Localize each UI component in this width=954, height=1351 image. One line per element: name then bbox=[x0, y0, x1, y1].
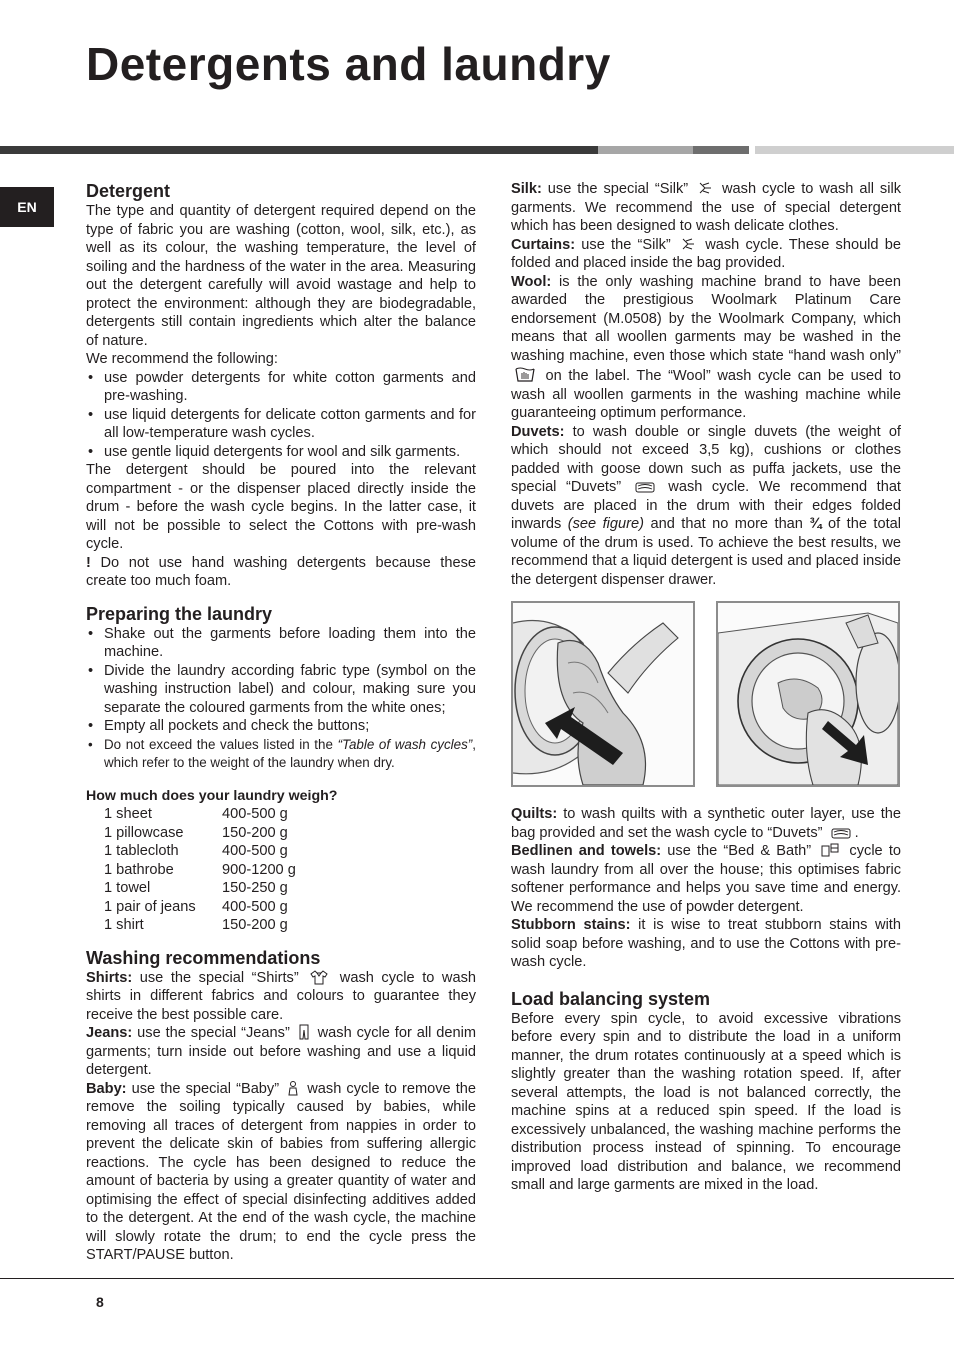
table-row: 1 tablecloth 400-500 g bbox=[104, 843, 288, 859]
warning-mark: ! bbox=[86, 554, 91, 571]
duvet-loading-illustration bbox=[513, 603, 693, 785]
stains-paragraph: Stubborn stains: it is wise to treat stubborn stains with solid soap before washing, and to use the Cottons with pre-wash cycle. bbox=[511, 917, 901, 970]
table-row: 1 pillowcase 150-200 g bbox=[104, 824, 288, 841]
load-balancing-text: Before every spin cycle, to avoid excessive vibrations before every spin and to distribute the load in a uniform manner, the drum rotates continuously at a speed which is slightly greater than the washing rotation speed. If, after several attempts, the load is not balanced correctly, the machine spins at a reduced spin speed. If the load is excessively unbalanced, the washing machine performs the distribution process instead of spinning. To encourage improved load distribution and balance, we recommend small and large garments are mixed in the load. bbox=[511, 1010, 901, 1193]
detergent-warning: ! Do not use hand washing detergents because these create too much foam. bbox=[86, 554, 476, 589]
preparing-heading: Preparing the laundry bbox=[86, 603, 273, 624]
list-item: • Do not exceed the values listed in the “Table of wash cycles”, which refer to the weight of the laundry when dry. bbox=[86, 736, 476, 773]
figure-group bbox=[511, 601, 901, 785]
jeans-icon bbox=[298, 1024, 310, 1040]
baby-icon bbox=[287, 1080, 299, 1096]
detergent-pour: The detergent should be poured into the relevant compartment - or the dispenser placed directly inside the drum - before the wash cycle begins. In the latter case, it will not be possible to select the Cottons with pre-wash cycle. bbox=[86, 462, 476, 552]
table-row: 1 pair of jeans 400-500 g bbox=[104, 898, 288, 915]
header-band-dark2 bbox=[693, 146, 749, 154]
page-number: 8 bbox=[96, 1294, 104, 1310]
list-item: • use gentle liquid detergents for wool and silk garments. bbox=[86, 443, 476, 462]
detergent-recommend: We recommend the following: bbox=[86, 351, 278, 367]
jeans-paragraph: Jeans: use the special “Jeans” wash cycle for all denim garments; turn inside out before washing and use a liquid detergent. bbox=[86, 1025, 476, 1078]
wool-paragraph: Wool: is the only washing machine brand to have been awarded the prestigious Woolmark Platinum Care endorsement (M.0508) by the Woolmark Company, which means that all woollen garments may be washed in the washing machine, even those which state “hand wash only” on the label. The “Wool” wash cycle can be used to wash all woollen garments in the washing machine while guaranteeing optimum performance. bbox=[511, 273, 901, 421]
duvet-icon bbox=[634, 480, 656, 494]
duvets-paragraph: Duvets: to wash double or single duvets (the weight of which should not exceed 3,5 kg), cushions or clothes padded with goose down such as puffa jackets, use the special “Duvets” wash cycle. We recommend that duvets are placed in the drum with their edges folded inwards (see figure) and that no more than ¾ of the total volume of the drum is used. To achieve the best results, we recommend that a liquid detergent is used and placed inside the detergent dispenser drawer. bbox=[511, 423, 902, 588]
header-band-dark bbox=[0, 146, 598, 154]
silk-icon bbox=[680, 236, 696, 252]
baby-paragraph: Baby: use the special “Baby” wash cycle to remove the remove the soiling typically caused by babies, while removing all traces of detergent from nappies in order to prevent the delicate skin of babies from suffering allergic reactions. The cycle has been designed to reduce the amount of bacteria by using a greater quantity of water and optimising the effect of special disinfecting additives added to the detergent. At the end of the wash cycle, the machine will slowly rotate the drum; to end the cycle press the START/PAUSE button. bbox=[86, 1080, 476, 1263]
language-tab: EN bbox=[0, 187, 54, 227]
list-item: • Empty all pockets and check the buttons; bbox=[86, 717, 476, 736]
duvet-drum-illustration bbox=[718, 603, 898, 785]
load-balancing-heading: Load balancing system bbox=[511, 988, 711, 1009]
quilts-paragraph: Quilts: to wash quilts with a synthetic outer layer, use the bag provided and set the wash cycle to “Duvets” . bbox=[511, 806, 901, 841]
hand-wash-icon bbox=[514, 365, 536, 383]
washing-heading: Washing recommendations bbox=[86, 947, 321, 968]
footer-rule bbox=[0, 1278, 954, 1279]
header-band-light bbox=[755, 146, 954, 154]
list-item: • Shake out the garments before loading them into the machine. bbox=[86, 625, 476, 662]
weight-table bbox=[104, 805, 296, 935]
duvet-icon bbox=[830, 826, 852, 840]
right-column bbox=[511, 180, 901, 1195]
detergent-heading: Detergent bbox=[86, 181, 171, 201]
list-item: • Divide the laundry according fabric type (symbol on the washing instruction label) and colour, making sure you separate the coloured garments from the white ones; bbox=[86, 662, 476, 718]
table-row: 1 sheet 400-500 g bbox=[104, 806, 288, 822]
silk-icon bbox=[697, 180, 713, 196]
table-row: 1 towel 150-250 g bbox=[104, 880, 288, 896]
left-column bbox=[86, 180, 476, 1265]
detergent-list bbox=[86, 369, 476, 462]
preparing-list bbox=[86, 625, 476, 773]
list-item: • use powder detergents for white cotton garments and pre-washing. bbox=[86, 369, 476, 406]
page-title: Detergents and laundry bbox=[86, 38, 611, 90]
duvet-loading-figure-1 bbox=[511, 601, 695, 787]
silk-paragraph: Silk: use the special “Silk” wash cycle to wash all silk garments. We recommend the use of special detergent which has been designed to wash delicate clothes. bbox=[511, 181, 901, 234]
table-row: 1 shirt 150-200 g bbox=[104, 917, 288, 933]
shirt-icon bbox=[309, 969, 329, 985]
header-band-mid bbox=[598, 146, 693, 154]
weight-table-heading: How much does your laundry weigh? bbox=[86, 787, 338, 804]
bedlinen-paragraph: Bedlinen and towels: use the “Bed & Bath” cycle to wash laundry from all over the house; this optimises fabric softener performance and helps you save time and energy. We recommend the use of powder detergent. bbox=[511, 843, 901, 915]
detergent-intro: The type and quantity of detergent required depend on the type of fabric you are washing (cotton, wool, silk, etc.), as well as its colour, the washing temperature, the level of soiling and the hardness of the water in the area. Measuring out the detergent carefully will avoid wastage and help to protect the environment: although they are biodegradable, detergents still contain ingredients which alter the balance of nature. bbox=[86, 203, 476, 349]
bed-bath-icon bbox=[820, 842, 840, 858]
duvet-loading-figure-2 bbox=[716, 601, 900, 787]
table-row: 1 bathrobe 900-1200 g bbox=[104, 861, 296, 878]
shirts-paragraph: Shirts: use the special “Shirts” wash cycle to wash shirts in different fabrics and colours to guarantee they receive the best possible care. bbox=[86, 969, 476, 1023]
curtains-paragraph: Curtains: use the “Silk” wash cycle. These should be folded and placed inside the bag provided. bbox=[511, 236, 901, 271]
list-item: • use liquid detergents for delicate cotton garments and for all low-temperature wash cycles. bbox=[86, 406, 476, 443]
